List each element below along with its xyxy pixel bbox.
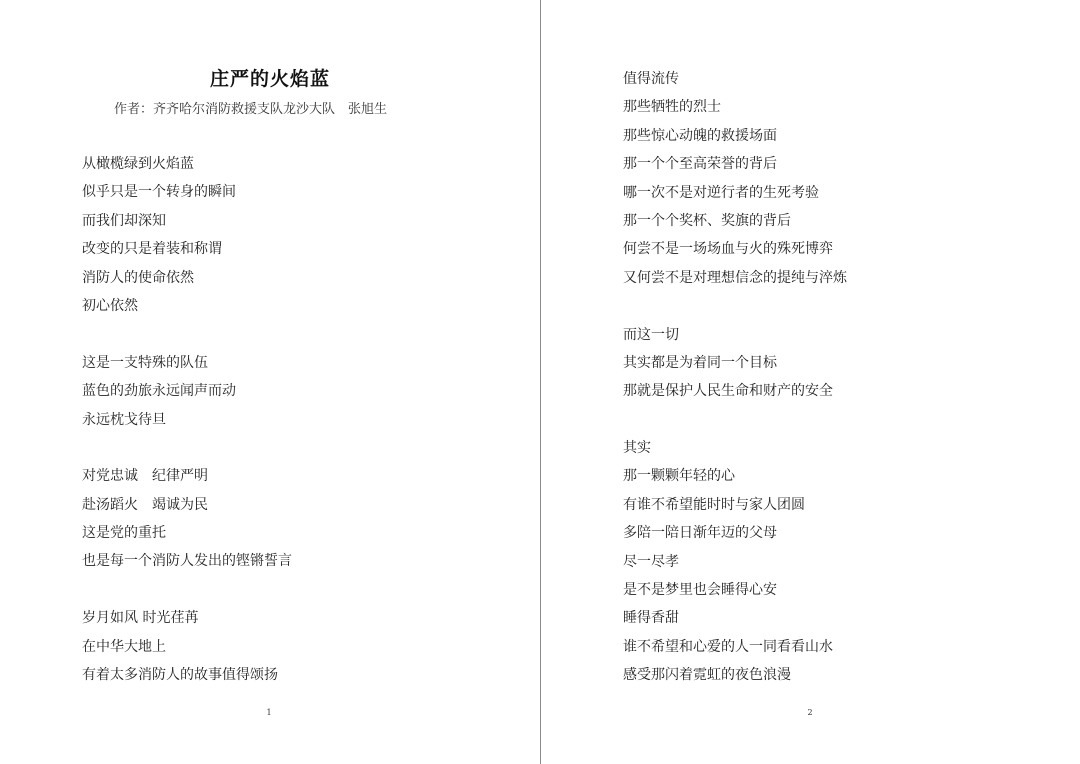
page-number: 1 xyxy=(266,708,272,717)
poem-line: 在中华大地上 xyxy=(82,638,166,655)
poem-line: 那一颗颗年轻的心 xyxy=(623,468,735,485)
poem-line: 那一个个至高荣誉的背后 xyxy=(623,156,777,173)
stanza-break xyxy=(623,406,847,434)
stanza-break xyxy=(82,320,292,348)
page-number: 2 xyxy=(807,708,813,717)
poem-line: 消防人的使命依然 xyxy=(82,269,194,286)
poem-line: 谁不希望和心爱的人一同看看山水 xyxy=(623,638,833,655)
poem-line: 那一个个奖杯、奖旗的背后 xyxy=(623,212,791,229)
poem-line: 从橄榄绿到火焰蓝 xyxy=(82,156,194,172)
poem-line: 永远枕戈待旦 xyxy=(82,411,166,428)
poem-line: 岁月如风 时光荏苒 xyxy=(82,610,199,627)
poem-line: 那就是保护人民生命和财产的安全 xyxy=(623,383,833,400)
poem-line: 其实 xyxy=(623,440,651,457)
poem-line: 哪一次不是对逆行者的生死考验 xyxy=(623,184,819,201)
poem-line: 何尝不是一场场血与火的殊死博弈 xyxy=(623,241,833,258)
poem-line: 而我们却深知 xyxy=(82,212,166,229)
poem-line: 有谁不希望能时时与家人团圆 xyxy=(623,496,805,513)
poem-lines-right xyxy=(623,65,847,690)
page-2 xyxy=(541,0,1080,764)
poem-line: 那些牺牲的烈士 xyxy=(623,99,721,116)
poem-line: 又何尝不是对理想信念的提纯与淬炼 xyxy=(623,269,847,286)
poem-line: 睡得香甜 xyxy=(623,610,679,627)
poem-line: 而这一切 xyxy=(623,326,679,343)
poem-line: 那些惊心动魄的救援场面 xyxy=(623,127,777,144)
stanza-break xyxy=(82,434,292,462)
poem-line: 感受那闪着霓虹的夜色浪漫 xyxy=(623,667,791,684)
poem-line: 蓝色的劲旅永远闻声而动 xyxy=(82,383,236,400)
poem-line: 值得流传 xyxy=(623,71,679,87)
poem-line: 初心依然 xyxy=(82,297,138,314)
author-line: 作者：齐齐哈尔消防救援支队龙沙大队 张旭生 xyxy=(114,102,388,117)
poem-line: 这是一支特殊的队伍 xyxy=(82,354,208,371)
poem-title: 庄严的火焰蓝 xyxy=(209,68,330,90)
poem-line: 对党忠诚 纪律严明 xyxy=(82,468,208,485)
poem-line: 多陪一陪日渐年迈的父母 xyxy=(623,525,777,542)
stanza-break xyxy=(623,292,847,320)
poem-line: 似乎只是一个转身的瞬间 xyxy=(82,184,236,201)
poem-line: 是不是梦里也会睡得心安 xyxy=(623,582,777,599)
poem-line: 也是每一个消防人发出的铿锵誓言 xyxy=(82,553,292,570)
poem-line: 赴汤蹈火 竭诚为民 xyxy=(82,496,208,513)
poem-line: 改变的只是着装和称谓 xyxy=(82,241,222,258)
poem-line: 有着太多消防人的故事值得颂扬 xyxy=(82,667,278,684)
poem-lines-left xyxy=(82,150,292,689)
poem-line: 其实都是为着同一个目标 xyxy=(623,354,777,371)
poem-line: 尽一尽孝 xyxy=(623,553,679,570)
poem-line: 这是党的重托 xyxy=(82,525,166,542)
stanza-break xyxy=(82,576,292,604)
